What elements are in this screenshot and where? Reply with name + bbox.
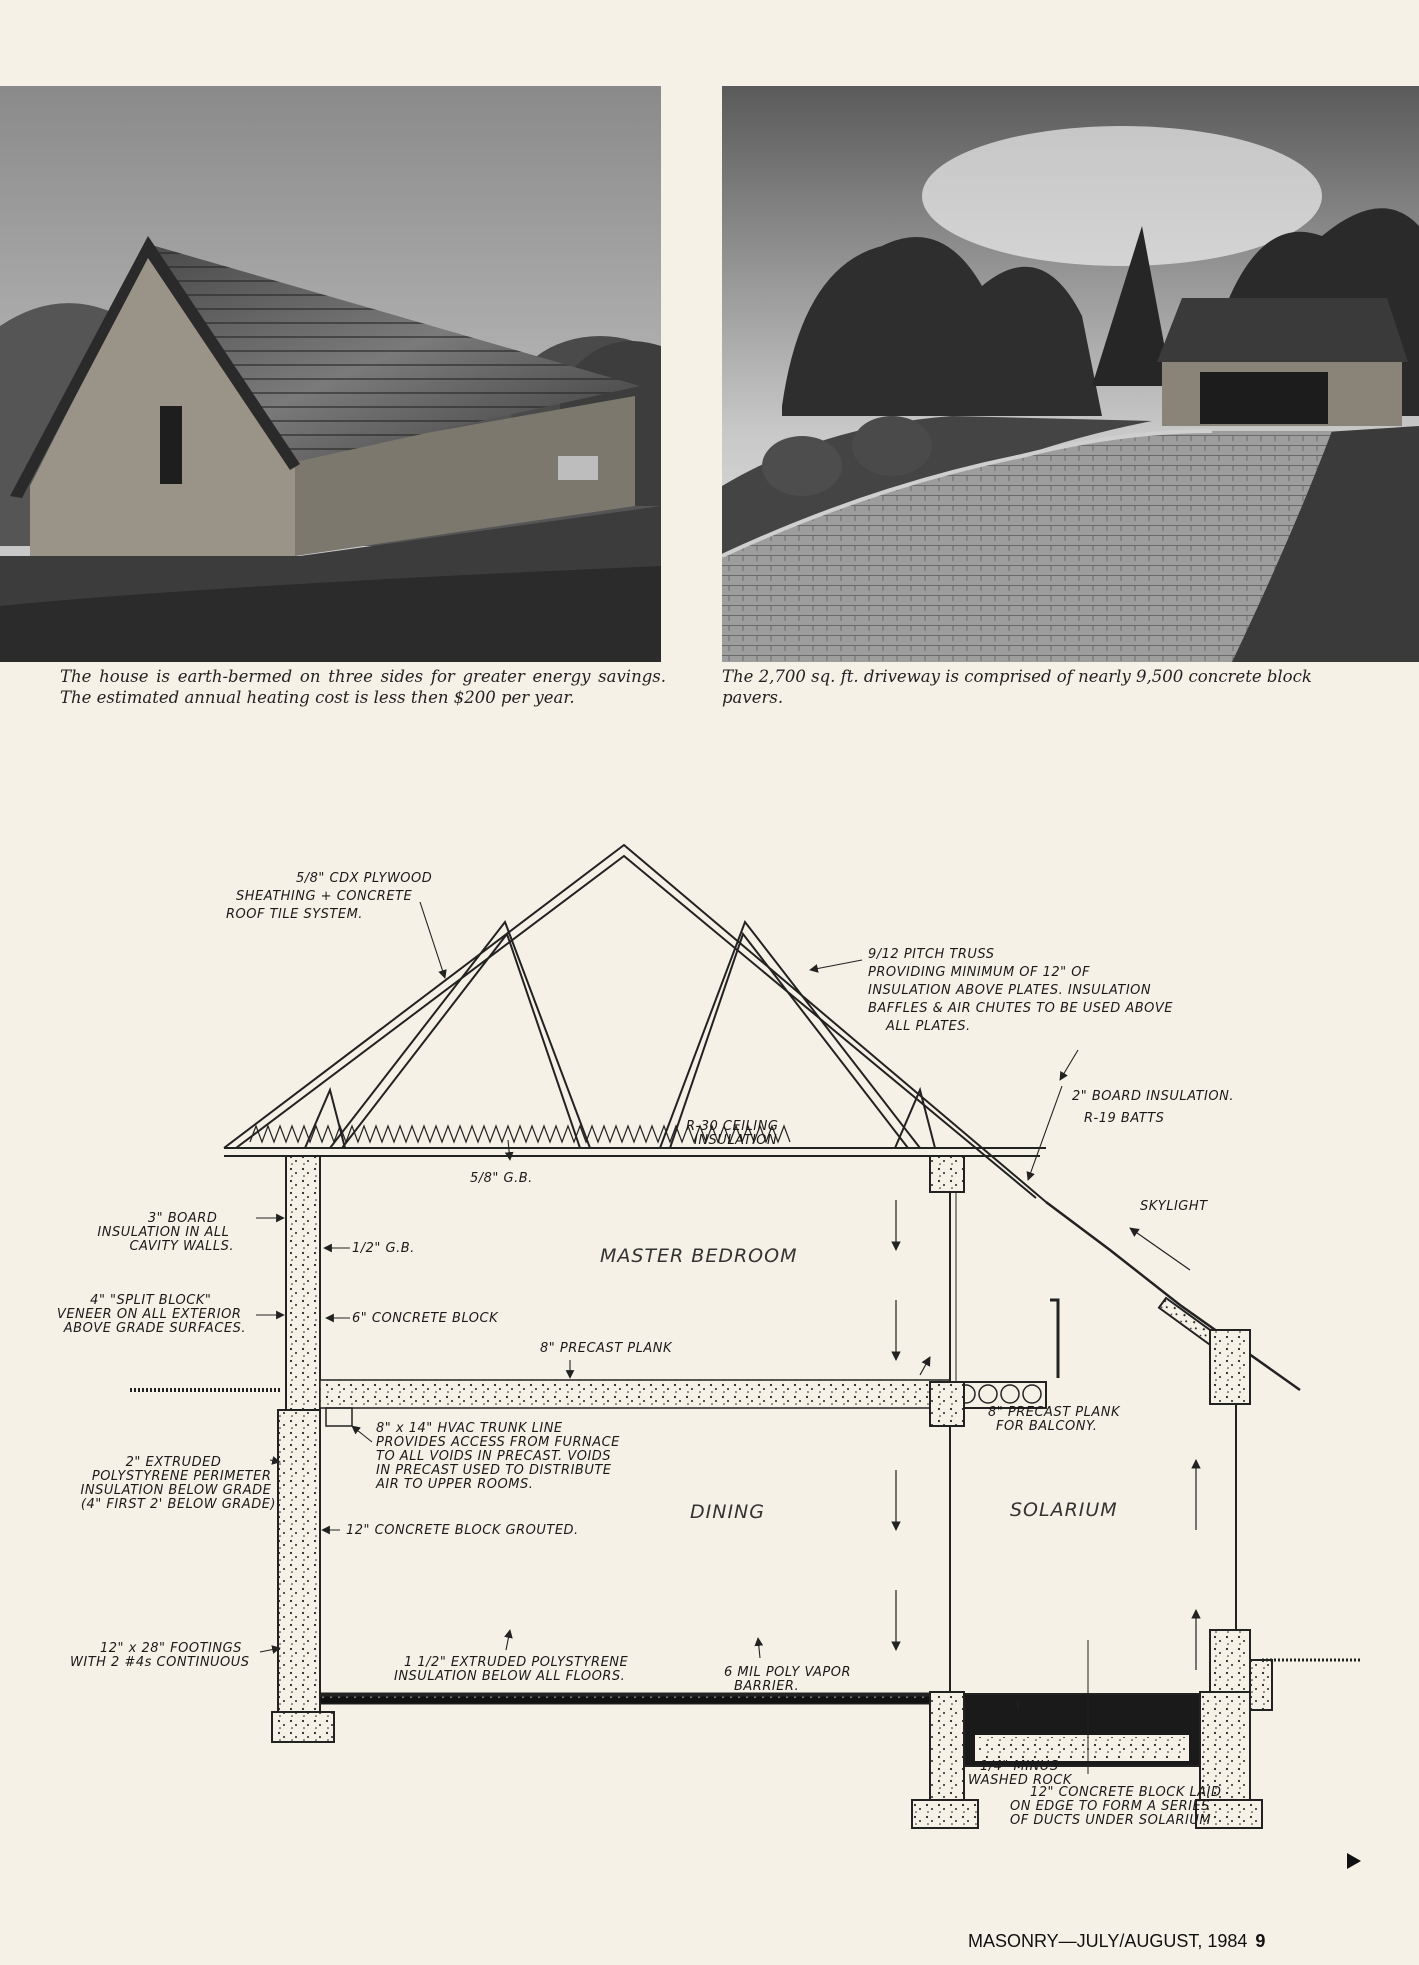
label-ceiling-insulation: R-30 CEILING INSULATION [686,1119,779,1148]
photo-earth-bermed-house [0,86,661,662]
label-extruded-perimeter: 2" EXTRUDED POLYSTYRENE PERIMETER INSULATION BELOW GRADE (4" FIRST 2' BELOW GRADE) [80,1455,276,1512]
label-gb-ceiling: 5/8" G.B. [470,1171,533,1186]
label-block-grouted: 12" CONCRETE BLOCK GROUTED. [346,1523,579,1538]
label-floor-insulation: 1 1/2" EXTRUDED POLYSTYRENE INSULATION BELOW ALL FLOORS. [394,1655,629,1684]
label-gb-wall: 1/2" G.B. [352,1241,415,1256]
label-hvac: 8" x 14" HVAC TRUNK LINE PROVIDES ACCESS FROM FURNACE TO ALL VOIDS IN PRECAST. VOIDS IN PRECAST USED TO DISTRIBUTE AIR TO UPPER ROOMS. [376,1421,620,1492]
label-truss: 9/12 PITCH TRUSS PROVIDING MINIMUM OF 12" OF INSULATION ABOVE PLATES. INSULATION BAFFLES & AIR CHUTES TO BE USED ABOVE ALL PLATES. [868,947,1174,1034]
label-split-block: 4" "SPLIT BLOCK" VENEER ON ALL EXTERIOR ABOVE GRADE SURFACES. [56,1293,246,1336]
room-master-bedroom: MASTER BEDROOM [600,1245,798,1267]
label-precast-balcony: 8" PRECAST PLANK FOR BALCONY. [988,1405,1120,1434]
room-solarium: SOLARIUM [1010,1499,1118,1521]
room-dining: DINING [690,1501,765,1523]
footer-issue: MASONRY—JULY/AUGUST, 1984 [968,1931,1248,1951]
continue-arrow-icon [1347,1853,1361,1869]
label-roof: 5/8" CDX PLYWOOD SHEATHING + CONCRETE ROOF TILE SYSTEM. [226,871,433,922]
label-washed-rock: 1/4" MINUS WASHED ROCK [968,1759,1072,1788]
label-board-insulation: 2" BOARD INSULATION. [1072,1089,1234,1104]
page-number: 9 [1255,1931,1266,1951]
caption-house: The house is earth-bermed on three sides for greater energy savings. The estimated annual heating cost is less then $200 per year. [60,667,666,707]
label-skylight: SKYLIGHT [1140,1199,1208,1214]
label-block-on-edge: 12" CONCRETE BLOCK LAID ON EDGE TO FORM A SERIES OF DUCTS UNDER SOLARIUM [1010,1785,1222,1828]
caption-driveway: The 2,700 sq. ft. driveway is comprised of nearly 9,500 concrete block pavers. [722,667,1312,707]
label-vapor-barrier: 6 MIL POLY VAPOR BARRIER. [724,1665,851,1694]
page-footer [968,1931,1265,1952]
label-cavity-insulation: 3" BOARD INSULATION IN ALL CAVITY WALLS. [97,1211,234,1254]
label-footings: 12" x 28" FOOTINGS WITH 2 #4s CONTINUOUS [70,1641,250,1670]
label-concrete-block-6: 6" CONCRETE BLOCK [352,1311,499,1326]
photo-paver-driveway [722,86,1419,662]
label-precast-plank: 8" PRECAST PLANK [540,1341,672,1356]
label-batts: R-19 BATTS [1084,1111,1165,1126]
wall-section-drawing [0,830,1419,1830]
